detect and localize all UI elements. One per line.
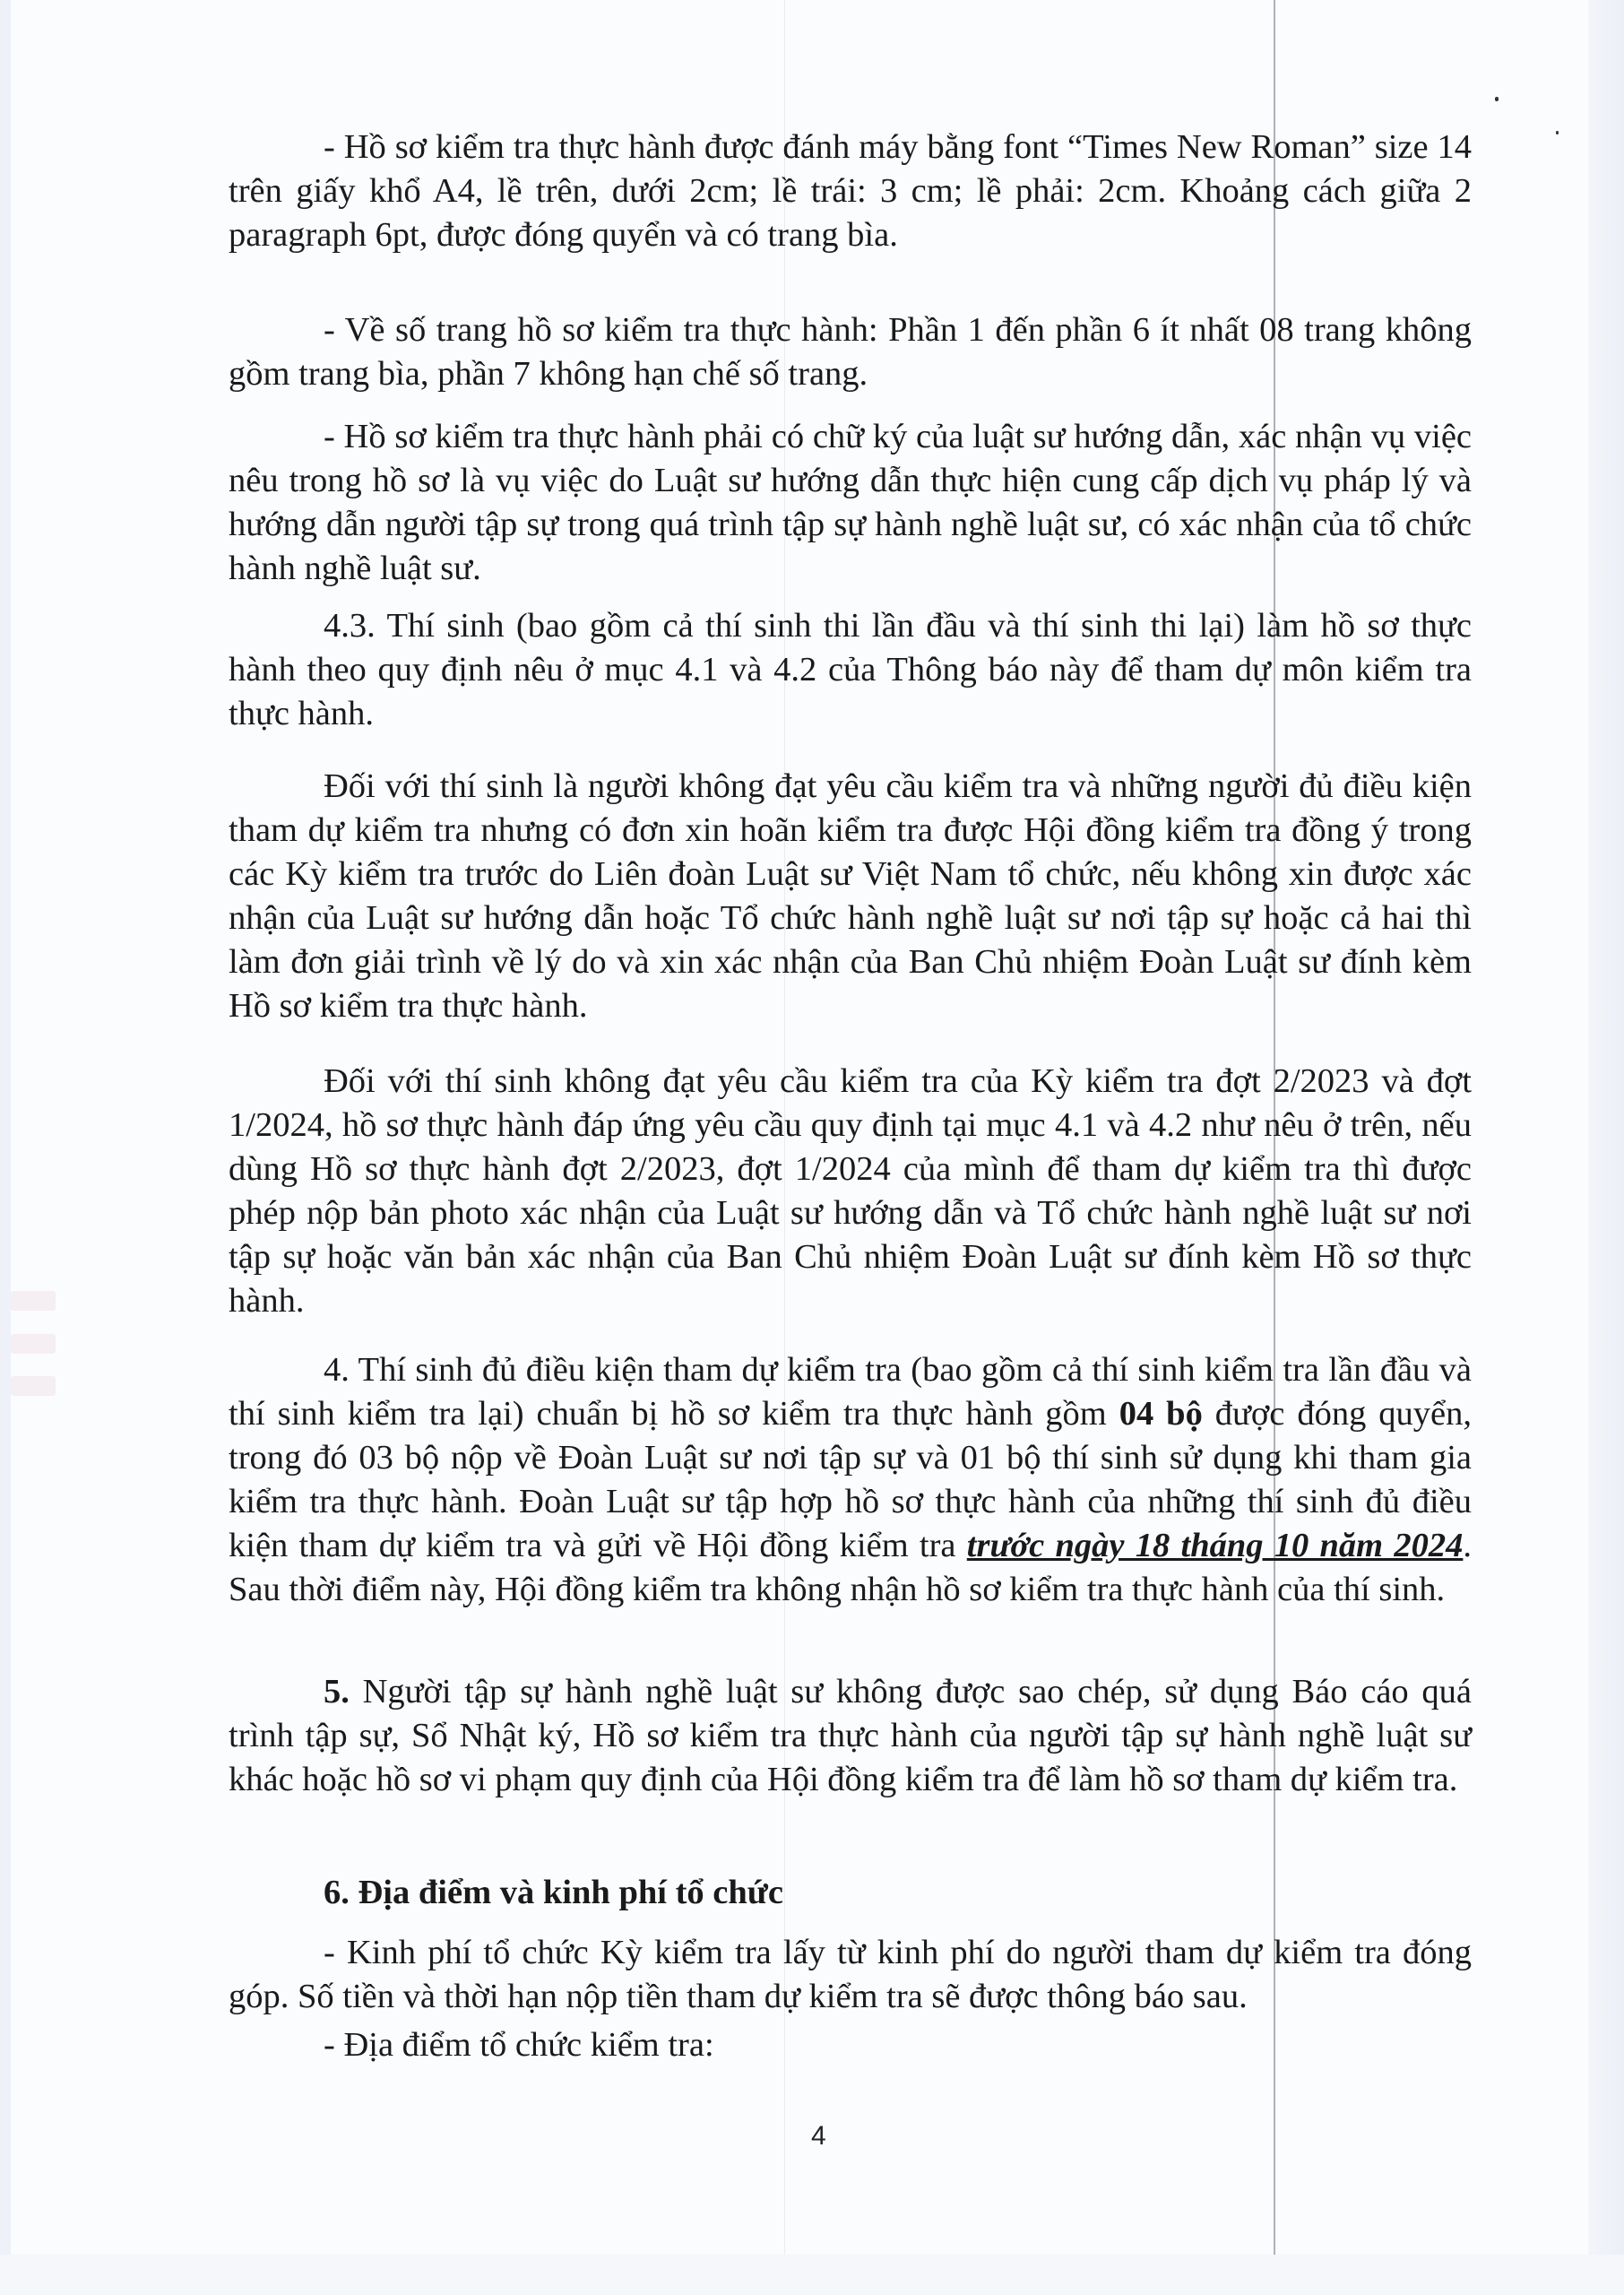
paragraph-signature-requirement: - Hồ sơ kiểm tra thực hành phải có chữ ký của luật sư hướng dẫn, xác nhận vụ việc nêu trong hồ sơ là vụ việc do Luật sư hướng dẫn thực hiện cung cấp dịch vụ pháp lý và hướng dẫn người tập sự trong quá trình tập sự hành nghề luật sư, có xác nhận của tổ chức hành nghề luật sư.: [229, 418, 1472, 587]
paragraph-4-submission: [229, 1348, 1472, 1612]
paragraph-funding: - Kinh phí tổ chức Kỳ kiểm tra lấy từ kinh phí do người tham dự kiểm tra đóng góp. Số tiền và thời hạn nộp tiền tham dự kiểm tra sẽ được thông báo sau.: [229, 1934, 1472, 2015]
text-run: được đóng quyển, trong đó 03 bộ nộp về Đoàn Luật sư nơi tập sự và 01 bộ thí sinh sử dụng khi tham gia kiểm tra thực hành. Đoàn Luật sư tập hợp hồ sơ thực hành của những thí sinh đủ điều kiện tham dự kiểm tra và gửi về Hội đồng kiểm tra: [229, 1395, 1473, 1564]
bleed-through-mark: [11, 1291, 56, 1311]
page-bottom-margin: [0, 2255, 1624, 2295]
page-number: 4: [811, 2121, 826, 2151]
paragraph-failed-candidates: Đối với thí sinh là người không đạt yêu cầu kiểm tra và những người đủ điều kiện tham dự kiểm tra nhưng có đơn xin hoãn kiểm tra được Hội đồng kiểm tra đồng ý trong các Kỳ kiểm tra trước do Liên đoàn Luật sư Việt Nam tổ chức, nếu không xin được xác nhận của Luật sư hướng dẫn hoặc Tổ chức hành nghề luật sư nơi tập sự hoặc cả hai thì làm đơn giải trình về lý do và xin xác nhận của Ban Chủ nhiệm Đoàn Luật sư đính kèm Hồ sơ kiểm tra thực hành.: [229, 767, 1472, 1025]
scan-speck: [1495, 97, 1499, 101]
paragraph-page-count: - Về số trang hồ sơ kiểm tra thực hành: Phần 1 đến phần 6 ít nhất 08 trang không gồm trang bìa, phần 7 không hạn chế số trang.: [229, 311, 1472, 393]
paragraph-location: - Địa điểm tổ chức kiểm tra:: [324, 2026, 714, 2064]
paragraph-4-3: 4.3. Thí sinh (bao gồm cả thí sinh thi lần đầu và thí sinh thi lại) làm hồ sơ thực hành theo quy định nêu ở mục 4.1 và 4.2 của Thông báo này để tham dự môn kiểm tra thực hành.: [229, 607, 1472, 732]
deadline-date: trước ngày 18 tháng 10 năm 2024: [966, 1527, 1464, 1564]
section-heading-6: 6. Địa điểm và kinh phí tổ chức: [324, 1874, 783, 1911]
bold-set-count: 04 bộ: [1119, 1395, 1203, 1433]
bleed-through-mark: [11, 1334, 56, 1354]
paragraph-format-requirements: - Hồ sơ kiểm tra thực hành được đánh máy bằng font “Times New Roman” size 14 trên giấy khổ A4, lề trên, dưới 2cm; lề trái: 3 cm; lề phải: 2cm. Khoảng cách giữa 2 paragraph 6pt, được đóng quyển và có trang bìa.: [229, 128, 1472, 254]
scan-speck: [1556, 131, 1559, 134]
section-number: 5.: [324, 1673, 350, 1710]
text-run: . Sau thời điểm này, Hội đồng kiểm tra không nhận hồ sơ kiểm tra thực hành của thí sinh.: [229, 1527, 1472, 1608]
paragraph-5-prohibition: [229, 1670, 1472, 1802]
page-right-edge-shadow: [1588, 0, 1624, 2255]
paragraph-previous-rounds: Đối với thí sinh không đạt yêu cầu kiểm tra của Kỳ kiểm tra đợt 2/2023 và đợt 1/2024, hồ sơ thực hành đáp ứng yêu cầu quy định tại mục 4.1 và 4.2 như nêu ở trên, nếu dùng Hồ sơ thực hành đợt 2/2023, đợt 1/2024 của mình để tham dự kiểm tra thì được phép nộp bản photo xác nhận của Luật sư hướng dẫn và Tổ chức hành nghề luật sư nơi tập sự hoặc văn bản xác nhận của Ban Chủ nhiệm Đoàn Luật sư đính kèm Hồ sơ thực hành.: [229, 1062, 1472, 1320]
page-left-edge: [0, 0, 11, 2255]
text-run: Người tập sự hành nghề luật sư không được sao chép, sử dụng Báo cáo quá trình tập sự, Sổ Nhật ký, Hồ sơ kiểm tra thực hành của người tập sự hành nghề luật sư khác hoặc hồ sơ vi phạm quy định của Hội đồng kiểm tra để làm hồ sơ tham dự kiểm tra.: [229, 1673, 1472, 1798]
bleed-through-mark: [11, 1376, 56, 1396]
text-run: 4. Thí sinh đủ điều kiện tham dự kiểm tra (bao gồm cả thí sinh kiểm tra lần đầu và thí sinh kiểm tra lại) chuẩn bị hồ sơ kiểm tra thực hành gồm: [229, 1351, 1472, 1433]
